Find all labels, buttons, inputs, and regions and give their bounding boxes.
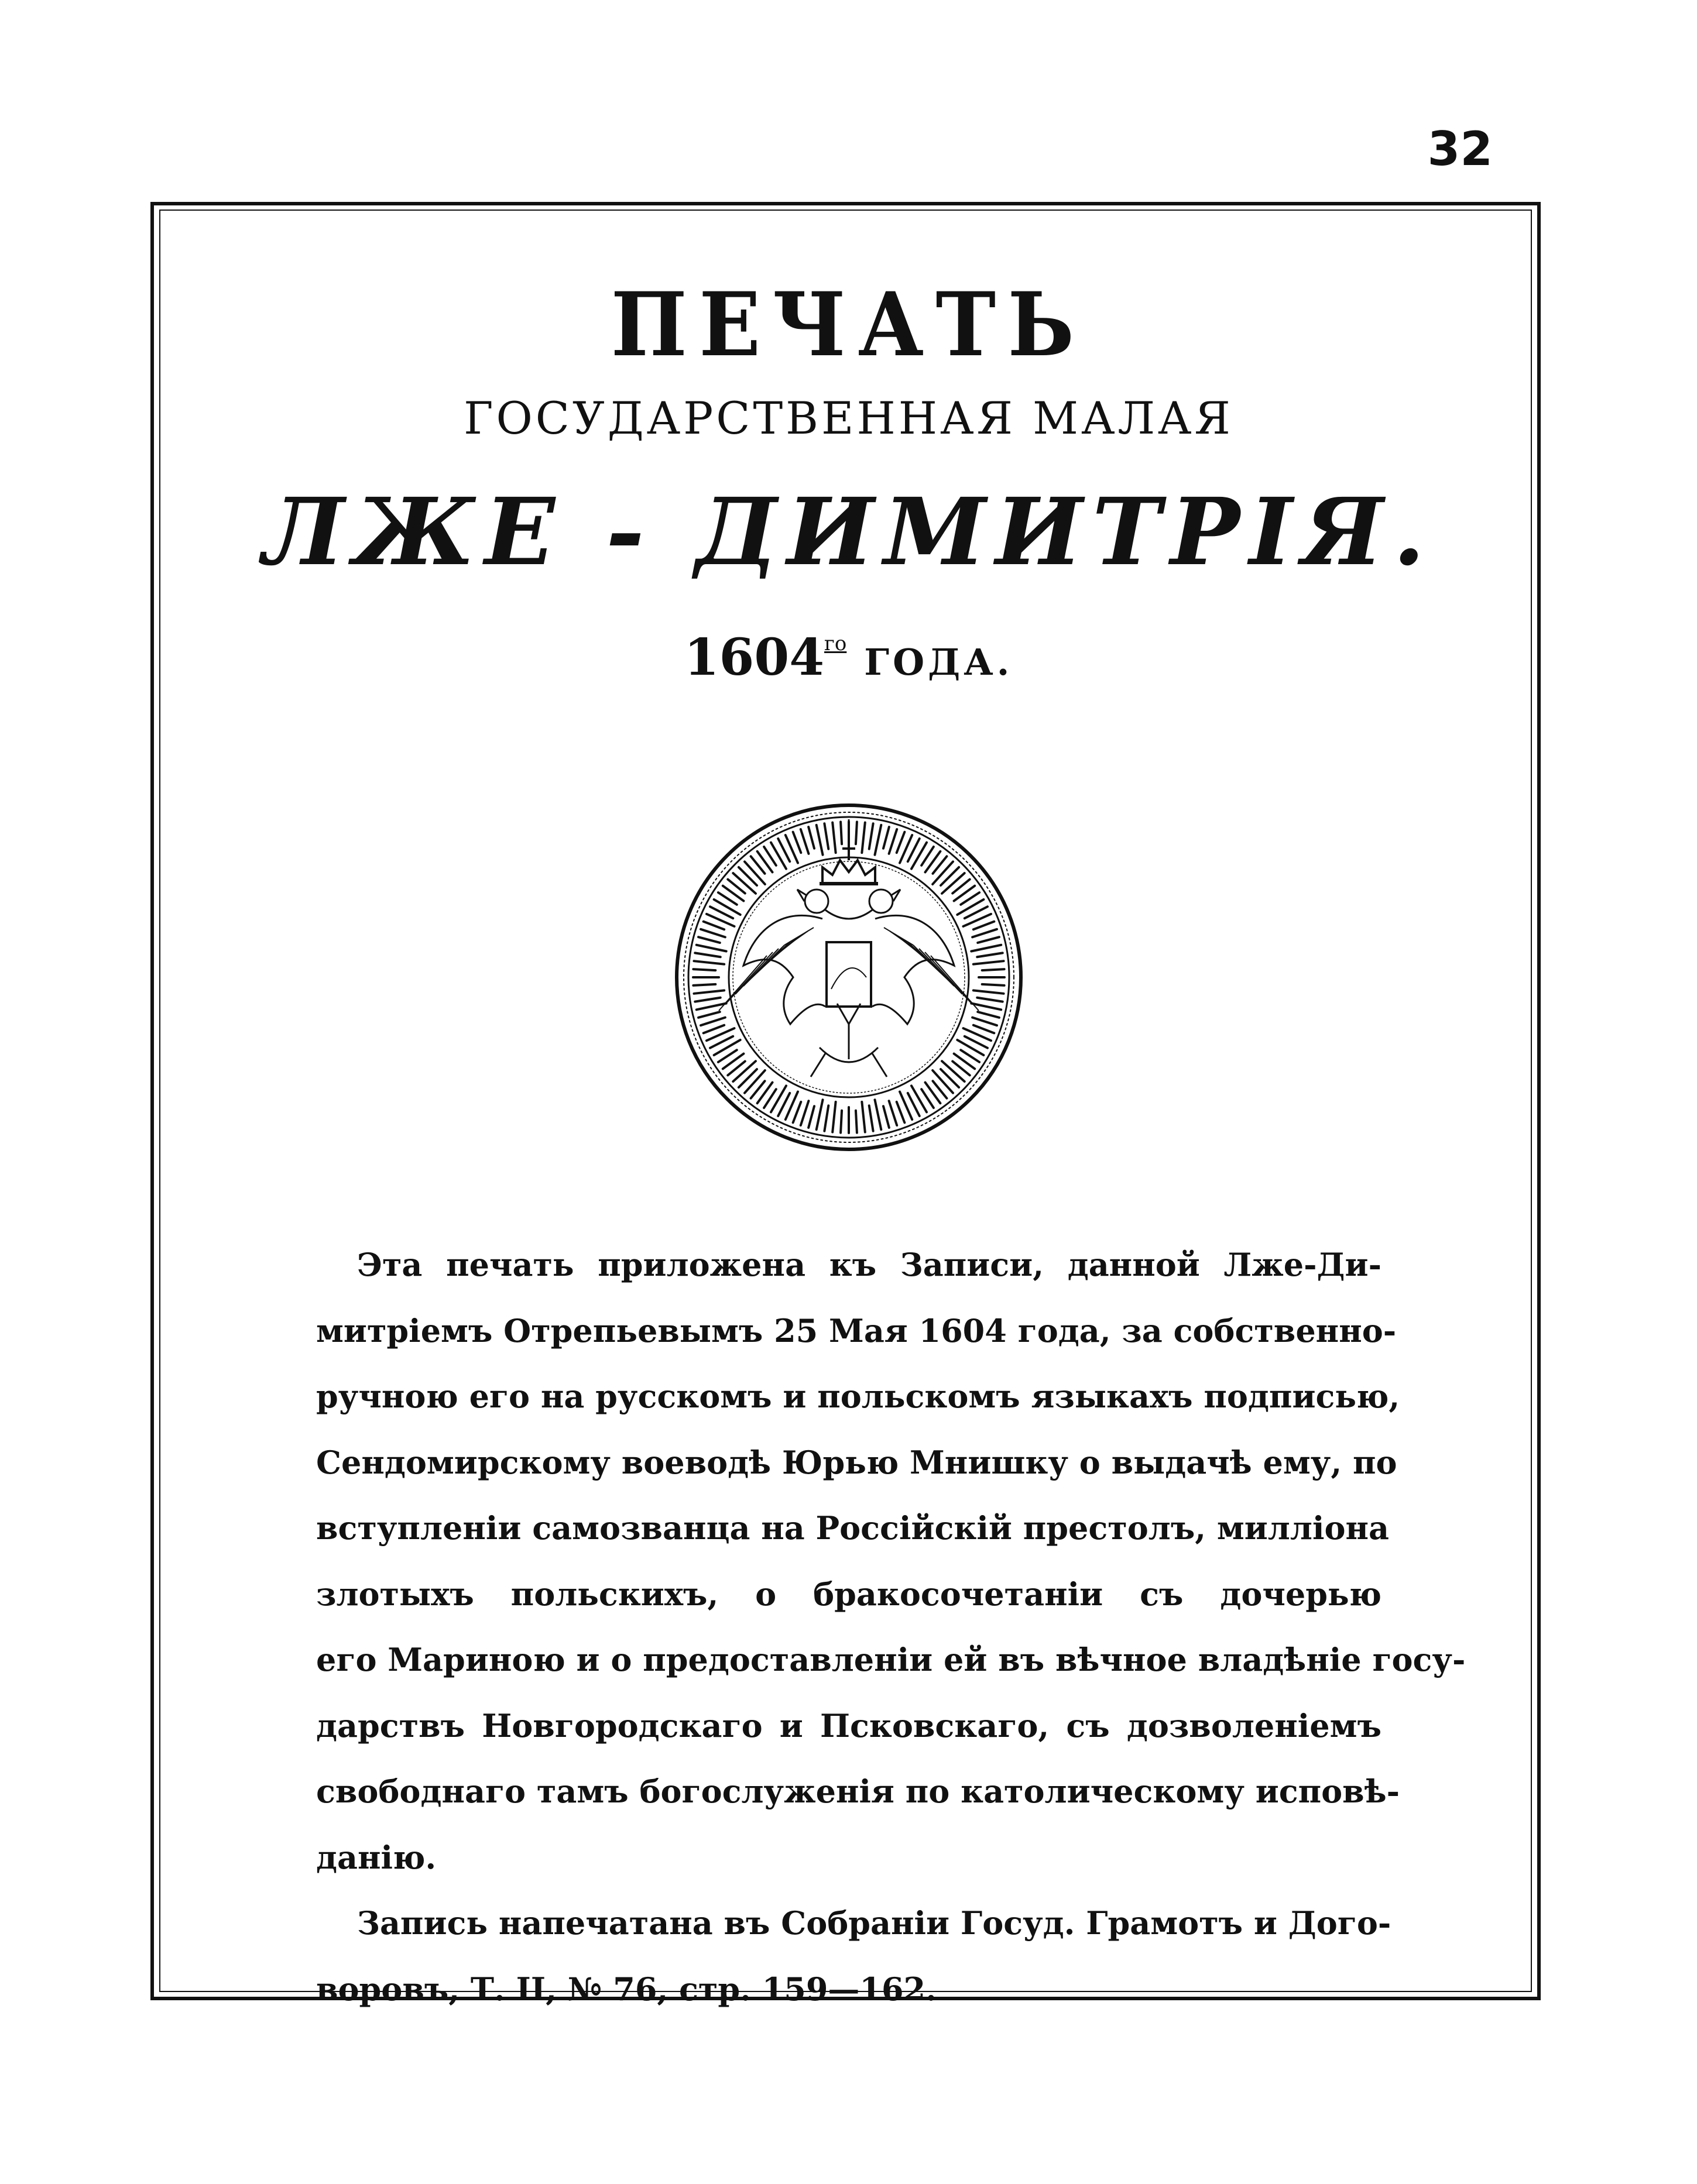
legend-stroke [704,1025,724,1033]
legend-stroke [695,953,720,957]
legend-stroke [869,1105,873,1131]
legend-stroke [973,1025,994,1033]
legend-stroke [771,1086,786,1112]
text-line: злотыхъ польскихъ, о бракосочетаніи съ дочерью [316,1575,1381,1613]
legend-stroke [973,922,994,930]
page-number: 32 [1427,122,1493,176]
legend-stroke [817,825,823,855]
legend-stroke [824,1105,828,1131]
text-line: воровъ, Т. II, № 76, стр. 159—162. [316,1970,937,2008]
legend-stroke [856,1111,857,1133]
legend-stroke [978,937,999,943]
legend-stroke [973,961,1004,964]
legend-stroke [808,1106,814,1128]
legend-stroke [973,990,1004,993]
legend-stroke [977,953,1002,957]
legend-stroke [977,998,1002,1002]
legend-stroke [793,1102,801,1122]
legend-stroke [694,961,724,964]
legend-stroke [889,1101,897,1125]
legend-stroke [972,1018,997,1026]
text-line: свободнаго тамъ богослуженія по католическому исповѣ- [316,1773,1400,1810]
seal-image [673,802,1024,1153]
double-headed-eagle-icon [743,890,954,1077]
seal-description [316,1232,1466,2022]
legend-stroke [911,1086,927,1112]
legend-stroke [801,1101,809,1125]
legend-stroke [714,1040,740,1055]
page-title: ПЕЧАТЬ [611,273,1086,376]
legend-stroke [889,829,897,854]
legend-stroke [972,929,997,938]
legend-stroke [875,1100,881,1129]
legend-stroke [694,990,724,993]
legend-stroke [957,1040,983,1055]
legend-stroke [701,929,725,938]
legend-stroke [739,1069,757,1087]
year-number: 1604 [684,628,825,687]
legend-stroke [862,1102,865,1132]
page-subtitle: ГОСУДАРСТВЕННАЯ МАЛАЯ [464,392,1233,444]
feather-stroke [919,949,962,994]
feather-stroke [931,956,979,1011]
text-line: дарствъ Новгородскаго и Псковскаго, съ дозволеніемъ [316,1706,1381,1745]
legend-stroke [733,1061,756,1081]
legend-stroke [701,1018,725,1026]
legend-stroke [942,1061,965,1081]
legend-stroke [698,937,720,943]
legend-stroke [883,827,889,849]
feather-stroke [727,952,773,1002]
legend-stroke [817,1100,823,1129]
text-line: данію. [316,1838,437,1876]
legend-stroke [771,843,786,869]
year-word: ГОДА. [864,641,1013,684]
legend-stroke [957,899,983,915]
legend-stroke [933,1070,953,1093]
legend-stroke [862,822,865,853]
legend-stroke [693,969,715,970]
feather-stroke [719,956,767,1011]
legend-stroke [801,829,809,854]
legend-stroke [897,1102,905,1122]
feather-stroke [735,949,779,994]
legend-stroke [941,1069,959,1087]
legend-stroke [942,873,965,894]
text-line: Сендомирскому воеводѣ Юрью Мнишку о выдачѣ ему, по [316,1443,1397,1481]
text-line: его Мариною и о предоставленіи ей въ вѣчное владѣніе госу- [316,1641,1466,1678]
legend-stroke [883,1106,889,1128]
seal-year [0,612,1697,695]
legend-stroke [856,822,857,844]
legend-stroke [698,1012,720,1018]
legend-stroke [875,825,881,855]
legend-stroke [695,998,720,1002]
seal-owner-name: ЛЖЕ - ДИМИТРІЯ. [262,478,1435,586]
legend-stroke [704,922,724,930]
legend-stroke [733,873,756,894]
legend-stroke [982,969,1005,970]
legend-stroke [745,1070,765,1093]
legend-stroke [793,832,801,853]
legend-stroke [824,823,828,849]
legend-stroke [971,945,1001,952]
year-suffix: го [824,632,847,655]
legend-stroke [911,843,927,869]
text-line: митріемъ Отрепьевымъ 25 Мая 1604 года, за собственно- [316,1311,1397,1349]
legend-stroke [897,832,905,853]
text-line: вступленіи самозванца на Россійскій престолъ, милліона [316,1509,1389,1547]
legend-stroke [714,899,740,915]
legend-stroke [808,827,814,849]
legend-stroke [832,1102,835,1132]
legend-stroke [841,822,842,844]
text-line: Эта печать приложена къ Записи, данной Лже-Ди- [357,1246,1381,1283]
text-line: Запись напечатана въ Собраніи Госуд. Грамотъ и Дого- [357,1904,1391,1942]
legend-stroke [869,823,873,849]
legend-stroke [693,984,715,985]
legend-stroke [832,822,835,853]
legend-stroke [933,861,953,884]
legend-stroke [739,867,757,885]
legend-stroke [745,861,765,884]
legend-stroke [978,1012,999,1018]
text-line: ручною его на русскомъ и польскомъ языкахъ подписью, [316,1378,1400,1415]
legend-stroke [941,867,959,885]
legend-stroke [697,945,726,952]
legend-stroke [841,1111,842,1133]
legend-stroke [982,984,1005,985]
